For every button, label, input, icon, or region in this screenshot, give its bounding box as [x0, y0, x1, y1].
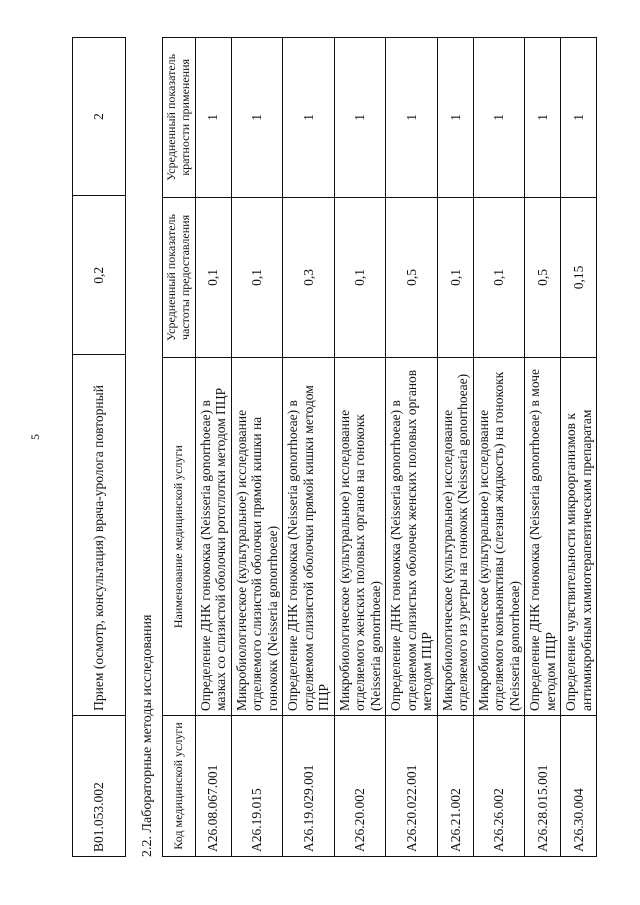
service-name: Микробиологическое (культуральное) исследование отделяемого из уретры на гонококк (Neisseria gonorrhoeae)	[437, 358, 473, 716]
multiplicity-value: 1	[437, 38, 473, 198]
lab-methods-table	[162, 37, 597, 857]
frequency-value: 0,1	[231, 197, 283, 358]
frequency-value: 0,3	[283, 197, 335, 358]
frequency-value: 0,1	[473, 197, 525, 358]
rotated-sheet	[72, 37, 612, 857]
table-row	[231, 38, 283, 857]
service-code: A26.19.015	[231, 716, 283, 857]
service-name: Определение ДНК гонококка (Neisseria gonorrhoeae) в отделяемом слизистых оболочек женских половых органов методом ПЦР	[386, 358, 438, 716]
section-title: 2.2. Лабораторные методы исследования	[140, 614, 155, 857]
service-name: Микробиологическое (культуральное) исследование отделяемого женских половых органов на гонококк (Neisseria gonorrhoeae)	[334, 358, 386, 716]
header-frequency: Усредненный показатель частоты предоставления	[163, 197, 196, 358]
table-row	[195, 38, 231, 857]
multiplicity-value: 1	[231, 38, 283, 198]
service-name: Микробиологическое (культуральное) исследование отделяемого слизистой оболочки прямой кишки на гонококк (Neisseria gonorrhoeae)	[231, 358, 283, 716]
service-name: Определение чувствительности микроорганизмов к антимикробным химиотерапевтическим препаратам	[561, 358, 597, 716]
frequency-value: 0,5	[525, 197, 561, 358]
service-name: Определение ДНК гонококка (Neisseria gonorrhoeae) в мазках со слизистой оболочки ротоглотки методом ПЦР	[195, 358, 231, 716]
multiplicity-value: 1	[283, 38, 335, 198]
page-number: 5	[28, 434, 42, 440]
header-code: Код медицинской услуги	[163, 716, 196, 857]
service-code: B01.053.002	[73, 715, 126, 856]
service-code: A26.19.029.001	[283, 716, 335, 857]
multiplicity-value: 1	[561, 38, 597, 198]
multiplicity-value: 1	[386, 38, 438, 198]
service-name: Определение ДНК гонококка (Neisseria gonorrhoeae) в отделяемом слизистой оболочки прямой кишки методом ПЦР	[283, 358, 335, 716]
header-name: Наименование медицинской услуги	[163, 358, 196, 716]
service-name: Определение ДНК гонококка (Neisseria gonorrhoeae) в моче методом ПЦР	[525, 358, 561, 716]
service-code: A26.21.002	[437, 716, 473, 857]
service-code: A26.28.015.001	[525, 716, 561, 857]
table-row	[334, 38, 386, 857]
table-row	[525, 38, 561, 857]
previous-section-table	[72, 37, 126, 857]
service-code: A26.08.067.001	[195, 716, 231, 857]
service-code: A26.30.004	[561, 716, 597, 857]
service-name: Прием (осмотр, консультация) врача-уролога повторный	[73, 355, 126, 716]
multiplicity-value: 1	[195, 38, 231, 198]
multiplicity-value: 1	[473, 38, 525, 198]
multiplicity-value: 1	[525, 38, 561, 198]
table-row	[386, 38, 438, 857]
service-code: A26.20.022.001	[386, 716, 438, 857]
table-header-row	[163, 38, 196, 857]
table-row	[283, 38, 335, 857]
frequency-value: 0,1	[334, 197, 386, 358]
frequency-value: 0,1	[437, 197, 473, 358]
table-row	[437, 38, 473, 857]
frequency-value: 0,2	[73, 196, 126, 355]
service-code: A26.20.002	[334, 716, 386, 857]
table-row	[561, 38, 597, 857]
frequency-value: 0,15	[561, 197, 597, 358]
service-code: A26.26.002	[473, 716, 525, 857]
multiplicity-value: 2	[73, 38, 126, 196]
frequency-value: 0,5	[386, 197, 438, 358]
table-row	[73, 38, 126, 857]
service-name: Микробиологическое (культуральное) исследование отделяемого конъюнктивы (слезная жидкость) на гонококк (Neisseria gonorrhoeae)	[473, 358, 525, 716]
multiplicity-value: 1	[334, 38, 386, 198]
frequency-value: 0,1	[195, 197, 231, 358]
header-multiplicity: Усредненный показатель кратности применения	[163, 38, 196, 198]
table-row	[473, 38, 525, 857]
